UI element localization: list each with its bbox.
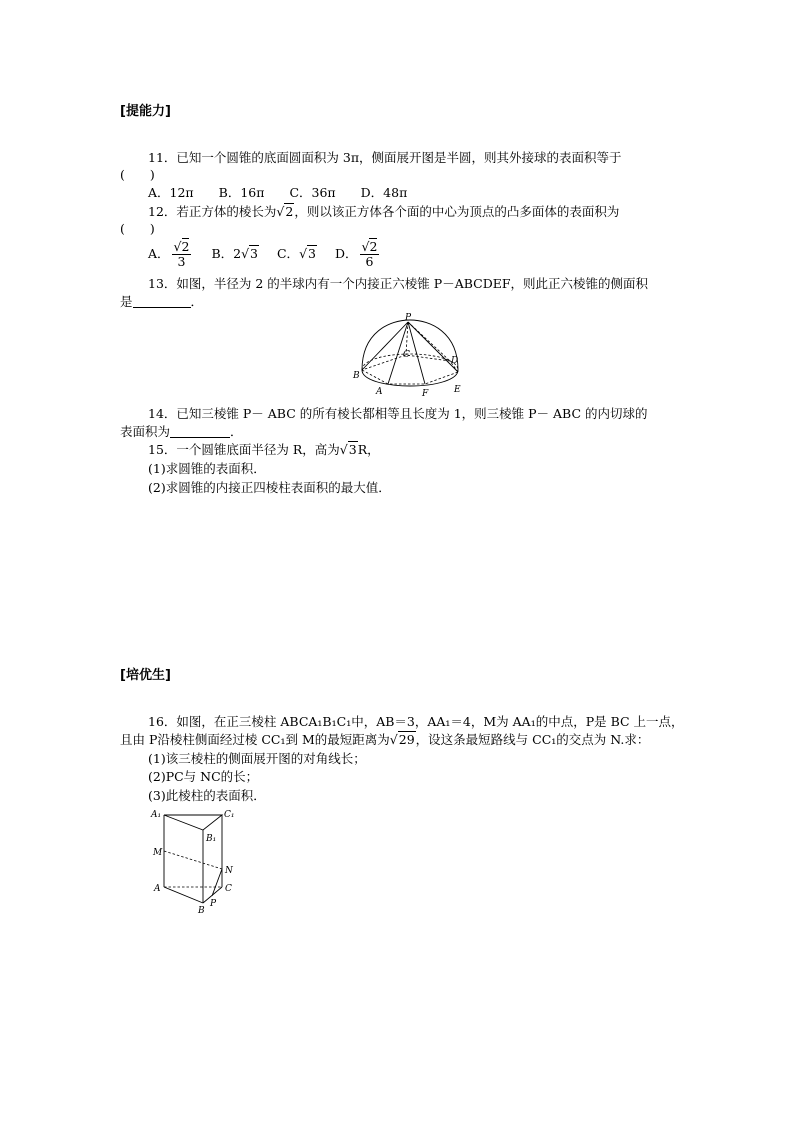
label-A: A xyxy=(154,884,161,894)
q12-option-c-label: C． xyxy=(276,246,300,261)
q12-stem-post: ，则以该正方体各个面的中心为顶点的凸多面体的表面积为 xyxy=(294,204,620,219)
q16-line2-pre: 且由 P沿棱柱侧面经过棱 CC₁到 M的最短距离为 xyxy=(120,732,390,747)
path-NP xyxy=(212,869,222,896)
q14-end-punct: ． xyxy=(230,424,243,439)
q13-stem-line2 xyxy=(120,294,203,310)
q12-option-d-den: 6 xyxy=(365,254,374,269)
q11-stem: 11．已知一个圆锥的底面圆面积为 3π，侧面展开图是半圆，则其外接球的表面积等于 xyxy=(148,150,622,165)
label-B1: B₁ xyxy=(206,834,217,844)
edge-AB xyxy=(164,887,203,903)
q16-sub2: (2)PC与 NC的长； xyxy=(148,769,259,784)
q12-option-d-fraction: $\frac{√2}{6}$ xyxy=(361,239,378,269)
q15-sub1: (1)求圆锥的表面积． xyxy=(148,461,266,476)
label-E: E xyxy=(454,385,461,395)
q11-answer-paren: ( ) xyxy=(120,167,155,182)
q12-sqrt: √2 xyxy=(276,204,294,219)
q14-line2-text: 表面积为 xyxy=(120,424,171,439)
q12-option-b-radicand: 3 xyxy=(250,246,258,261)
q15-stem-pre: 15．一个圆锥底面半径为 R，高为 xyxy=(148,442,340,457)
q12-stem-pre: 12．若正方体的棱长为 xyxy=(148,204,277,219)
section-heading-excel: [培优生] xyxy=(120,668,171,683)
q16-line2-post: ，设这条最短路线与 CC₁的交点为 N.求： xyxy=(415,732,650,747)
path-MN xyxy=(164,851,222,869)
q15-sqrt: √3 xyxy=(339,442,357,457)
q16-prism-figure xyxy=(148,805,244,917)
q12-option-b-label: B．2 xyxy=(211,246,242,261)
label-A: A xyxy=(376,387,383,397)
q15-stem xyxy=(148,442,380,458)
label-P: P xyxy=(210,899,217,909)
label-B: B xyxy=(198,906,205,916)
q16-stem-line2 xyxy=(120,732,649,748)
q13-hemisphere-figure xyxy=(350,312,470,398)
q13-stem: 13．如图，半径为 2 的半球内有一个内接正六棱锥 P－ABCDEF，则此正六棱锥的侧面积 xyxy=(148,276,649,291)
q15-sub2: (2)求圆锥的内接正四棱柱表面积的最大值． xyxy=(148,480,391,495)
q12-sqrt-radicand: 2 xyxy=(285,204,294,219)
q12-option-c-radicand: 3 xyxy=(308,246,316,261)
q11-options: A．12π B．16π C．36π D．48π xyxy=(148,185,408,200)
label-P: P xyxy=(405,313,412,323)
q13-line2-text: 是 xyxy=(120,294,133,309)
q16-sqrt-radicand: 29 xyxy=(398,732,415,747)
q13-answer-blank[interactable] xyxy=(133,295,191,308)
q12-option-a-den: 3 xyxy=(177,254,186,269)
q15-sqrt-radicand: 3 xyxy=(348,442,357,457)
q16-sub3: (3)此棱柱的表面积． xyxy=(148,788,266,803)
hemisphere-dome xyxy=(362,320,458,370)
q14-stem: 14．已知三棱锥 P－ ABC 的所有棱长都相等且长度为 1，则三棱锥 P－ ABC 的内切球的 xyxy=(148,406,648,421)
label-C: C xyxy=(225,884,232,894)
base-ellipse-back xyxy=(362,354,458,370)
label-C: C xyxy=(403,350,410,360)
label-D: D xyxy=(451,356,459,366)
q12-option-a-fraction: $\frac{√2}{3}$ xyxy=(173,239,190,269)
q14-answer-blank[interactable] xyxy=(170,425,230,438)
q12-option-a-num: 2 xyxy=(181,239,190,254)
q14-stem-line2 xyxy=(120,424,243,440)
q12-answer-paren: ( ) xyxy=(120,221,155,236)
q12-option-d-label: D． xyxy=(334,246,358,261)
label-C1: C₁ xyxy=(224,810,235,820)
q12-stem xyxy=(148,204,619,220)
q15-stem-post: R， xyxy=(357,442,380,457)
label-B: B xyxy=(353,371,360,381)
q16-sub1: (1)该三棱柱的侧面展开图的对角线长； xyxy=(148,751,366,766)
q12-option-d-num: 2 xyxy=(369,239,378,254)
q12-options xyxy=(148,240,381,269)
label-A1: A₁ xyxy=(151,810,162,820)
label-M: M xyxy=(153,848,163,858)
section-heading-improve: [提能力] xyxy=(120,104,171,119)
q13-end-punct: ． xyxy=(190,294,204,309)
q12-option-a-label: A． xyxy=(148,246,170,261)
q16-sqrt: √29 xyxy=(389,732,415,747)
edge-PB xyxy=(362,322,408,370)
label-F: F xyxy=(422,389,429,398)
q12-option-c-sqrt: √3 xyxy=(299,246,316,261)
q16-stem: 16．如图，在正三棱柱 ABCA₁B₁C₁中，AB＝3，AA₁＝4，M为 AA₁的中点，P是 BC 上一点， xyxy=(148,714,684,729)
q12-option-b-sqrt: √3 xyxy=(241,246,258,261)
prism-top-face xyxy=(164,815,222,830)
label-N: N xyxy=(225,866,233,876)
edge-PF xyxy=(408,322,425,384)
